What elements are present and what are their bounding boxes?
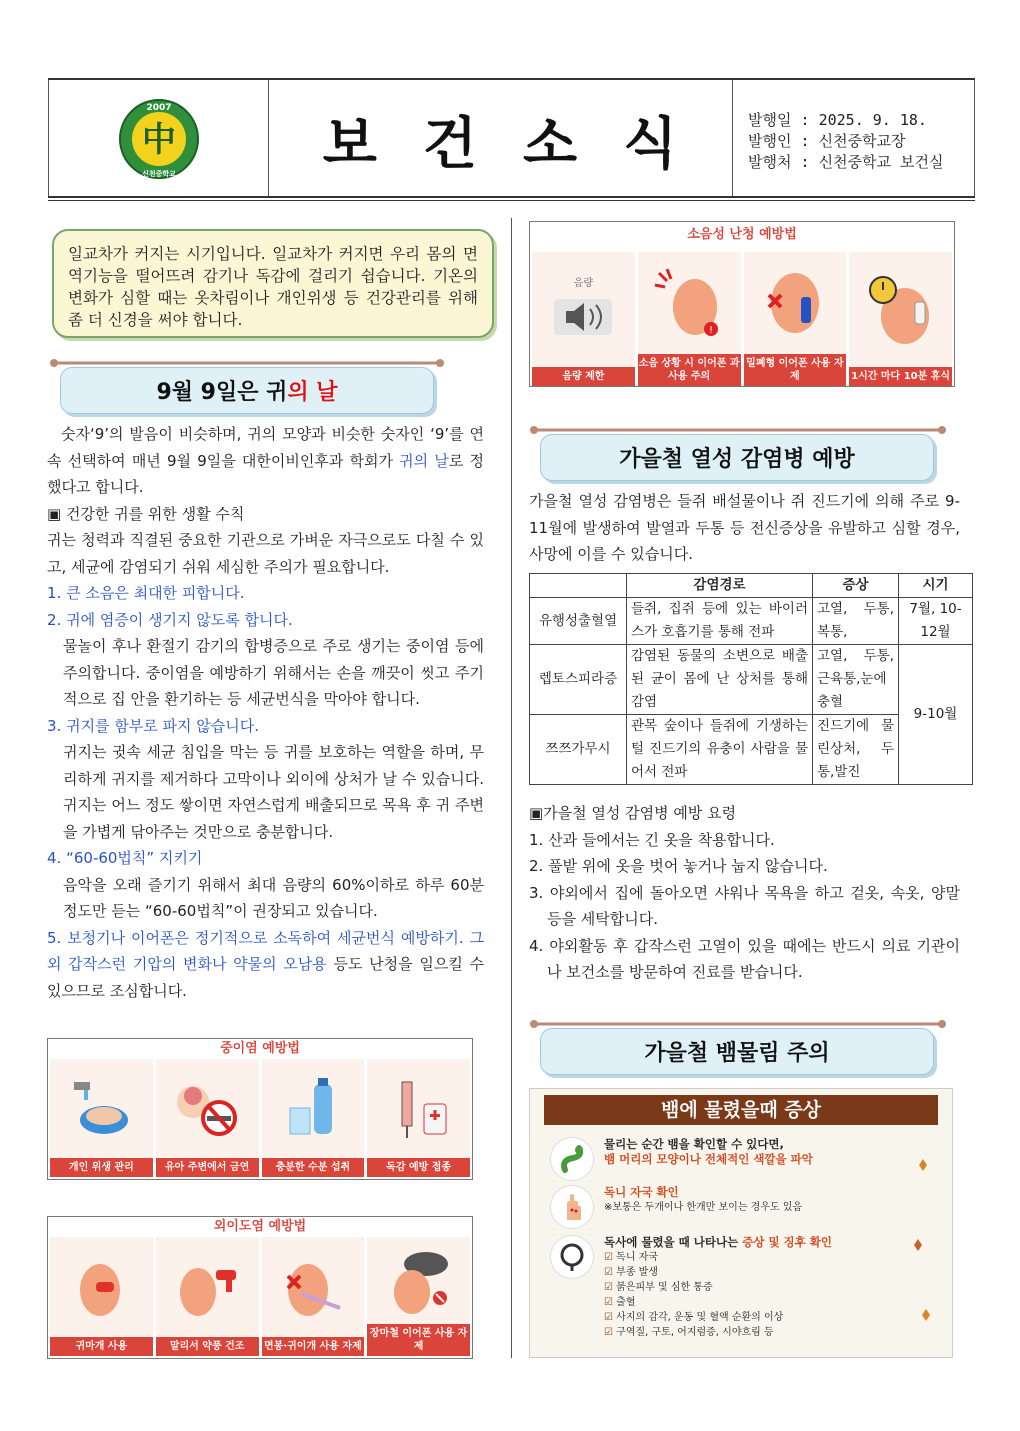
noise-title: 소음성 난청 예방법 — [687, 227, 797, 242]
disease-symptom: 고열, 두통, 근육통,눈에 충혈 — [813, 645, 899, 715]
caption: 개인 위생 관리 — [50, 1158, 153, 1177]
header-divider — [48, 80, 49, 196]
snake-row-3 — [550, 1235, 942, 1340]
panel-rest — [849, 252, 952, 386]
snake-row-1 — [550, 1137, 942, 1181]
infection-table — [529, 573, 973, 785]
ear-day-p1: 숫자‘9’의 발음이 비슷하며, 귀의 모양과 비슷한 숫자인 ‘9’를 연속 선택하여 매년 9월 9일을 대한이비인후과 학회가 — [47, 425, 484, 470]
ear-rule-5: 5. 보청기나 이어폰은 정기적으로 소독하여 세균번식 예방하기. — [47, 928, 464, 947]
caption: 귀마개 사용 — [50, 1337, 153, 1356]
tips-title: ▣가을철 열성 감염병 예방 요령 — [529, 804, 737, 822]
header-top-rule — [48, 78, 975, 80]
tip-item: 1. 산과 들에서는 긴 옷을 착용합니다. — [529, 830, 775, 849]
disease-symptom: 진드기에 물린상처, 두통,발진 — [813, 715, 899, 785]
header-bottom-rule — [48, 200, 975, 201]
earphone-icon — [755, 263, 835, 343]
checklist-item: ☑ 독니 자국 — [604, 1250, 832, 1265]
disease-name: 렙토스피라증 — [530, 645, 627, 715]
caption: 말리서 약풍 건조 — [156, 1337, 259, 1356]
hairdryer-icon — [172, 1252, 242, 1322]
ear-rules-subheading: ▣ 건강한 귀를 위한 생활 수칙 — [47, 504, 245, 523]
disease-route: 감염된 동물의 소변으로 배출된 균이 몸에 난 상처를 통해 감염 — [627, 645, 813, 715]
symptom-checklist — [604, 1250, 832, 1340]
checklist-item: ☑ 사지의 감각, 운동 및 혈액 순환의 이상 — [604, 1310, 832, 1325]
table-header: 증상 — [813, 574, 899, 598]
caption: 장마철 이어폰 사용 자제 — [367, 1324, 470, 1356]
snake-row-1-accent: 뱀 머리의 모양이나 전체적인 색깔을 파악 — [604, 1152, 813, 1166]
snake-row-2-accent: 독니 자국 확인 — [604, 1185, 679, 1199]
header-divider — [268, 80, 269, 196]
logo-char: 中 — [142, 120, 176, 160]
cotton-swab-icon — [278, 1252, 348, 1322]
table-header: 시기 — [899, 574, 973, 598]
pub-date-label: 발행일 — [748, 111, 792, 129]
logo-year: 2007 — [146, 103, 172, 113]
intro-notice: 일교차가 커지는 시기입니다. 일교차가 커지면 우리 몸의 면역기능을 떨어뜨려 감기나 독감에 걸리기 쉽습니다. 기온의 변화가 심할 때는 옷차림이나 개인위생 등 건강관리를 위해 좀 더 신경을 써야 합니다. — [52, 229, 494, 338]
rain-cloud-icon — [384, 1246, 454, 1316]
fever-prevention-tips — [529, 800, 960, 986]
snake-bite-infographic — [529, 1088, 953, 1358]
caption: 1시간 마다 10분 휴식 — [849, 367, 952, 386]
panel-rainy-earphone — [367, 1237, 470, 1356]
page-title: 보건소식 — [322, 112, 724, 177]
timer-icon — [861, 270, 941, 350]
table-header: 감염경로 — [627, 574, 813, 598]
table-header-row — [530, 574, 973, 598]
ear-day-title: 9월 9일은 귀 — [156, 380, 288, 405]
handwash-icon — [66, 1074, 136, 1144]
disease-period: 7월, 10-12월 — [899, 598, 973, 645]
ear-rule-3: 3. 귀지를 함부로 파지 않습니다. — [47, 716, 260, 735]
ear-rule-3-body: 귀지는 귓속 세균 침입을 막는 등 귀를 보호하는 역할을 하며, 무리하게 귀지를 제거하다 고막이나 외이에 상처가 날 수 있습니다. 귀지는 어느 정도 쌓이면 자연스럽게 배출되므로 목욕 후 귀 주변을 가볍게 닦아주는 것만으로 충분합니다. — [63, 743, 484, 841]
caption: 독감 예방 접종 — [367, 1158, 470, 1177]
logo-school: 신천중학교 — [142, 170, 176, 178]
panel-sealed-earphone — [744, 252, 847, 386]
ear-rule-5-end: 등도 난청을 일으킬 수 있으므로 조심합니다. — [47, 955, 484, 1000]
water-bottle-icon — [278, 1074, 348, 1144]
checklist-item: ☑ 부종 발생 — [604, 1265, 832, 1280]
header-bottom-rule — [48, 196, 975, 198]
snake-banner — [528, 1019, 948, 1075]
panel-vaccine — [367, 1059, 470, 1177]
volume-label: 음량 — [573, 278, 594, 289]
disease-period: 9-10월 — [899, 645, 973, 785]
table-header — [530, 574, 627, 598]
ear-rule-2-body: 물놀이 후나 환절기 감기의 합병증으로 주로 생기는 중이염 등에 주의합니다. 중이염을 예방하기 위해서는 손을 깨끗이 씻고 주기적으로 집 안을 환기하는 등 세균번식을 막아야 합니다. — [63, 637, 484, 708]
no-smoking-icon — [167, 1074, 247, 1144]
snake-row-2-note: ※보통은 두개이나 한개만 보이는 경우도 있음 — [604, 1202, 803, 1213]
panel-dry — [156, 1237, 259, 1356]
caption: 유아 주변에서 금연 — [156, 1158, 259, 1177]
otitis-media-infographic — [47, 1038, 473, 1180]
panel-noisy — [638, 252, 741, 386]
ear-rules-intro: 귀는 청력과 직결된 중요한 기관으로 가벼운 자극으로도 다칠 수 있고, 세균에 감염되기 쉬워 세심한 주의가 필요합니다. — [47, 531, 484, 576]
disease-name: 쯔쯔가무시 — [530, 715, 627, 785]
checklist-item: ☑ 구역질, 구토, 어지럼증, 시야흐림 등 — [604, 1325, 832, 1340]
office-label: 발행처 — [748, 153, 792, 171]
otitis-media-title: 중이염 예방법 — [220, 1041, 300, 1056]
publication-info: 발행일 : 2025. 9. 18. 발행인 : 신천중학교장 발행처 : 신천중학교 보건실 — [748, 111, 944, 171]
ear-rule-4: 4. “60-60법칙” 지키기 — [47, 849, 203, 867]
header-divider — [732, 80, 733, 196]
snake-row-1-text: 물리는 순간 뱀을 확인할 수 있다면, — [604, 1137, 784, 1151]
caption: 소음 상황 시 이어폰 과사용 주의 — [638, 354, 741, 386]
snake-row-2 — [550, 1185, 942, 1229]
panel-water — [262, 1059, 365, 1177]
ear-earplug-icon — [66, 1252, 136, 1322]
disease-symptom: 고열, 두통, 복통, — [813, 598, 899, 645]
snake-row-3-accent: 증상 및 징후 확인 — [742, 1235, 832, 1249]
ear-rule-4-body: 음악을 오래 즐기기 위해서 최대 음량의 60%이하로 하루 60분 정도만 듣는 “60-60법칙”이 권장되고 있습니다. — [63, 875, 484, 920]
syringe-icon — [384, 1074, 454, 1144]
checklist-item: ☑ 출혈 — [604, 1295, 832, 1310]
panel-no-smoking — [156, 1059, 259, 1177]
ear-noise-icon — [649, 263, 729, 343]
panel-earplug — [50, 1237, 153, 1356]
checklist-item: ☑ 붉은피부 및 심한 통증 — [604, 1280, 832, 1295]
table-row — [530, 645, 973, 715]
school-logo — [118, 98, 200, 180]
ear-rule-5-accent: 그 외 갑작스런 기압의 변화나 약물의 오남용 — [47, 928, 484, 973]
caption: 면봉·귀이개 사용 자제 — [262, 1337, 365, 1356]
table-row — [530, 598, 973, 645]
caption: 충분한 수분 섭취 — [262, 1158, 365, 1177]
ear-rule-1: 1. 큰 소음은 최대한 피합니다. — [47, 584, 245, 602]
fever-banner — [528, 425, 948, 481]
ear-rule-2: 2. 귀에 염증이 생기지 않도록 합니다. — [47, 610, 293, 629]
snake-row-3-text: 독사에 물렸을 때 나타나는 — [604, 1235, 743, 1249]
fever-intro: 가을철 열성 감염병은 들쥐 배설물이나 쥐 진드기에 의해 주로 9-11월에 발생하여 발열과 두통 등 전신증상을 유발하고 심할 경우, 사망에 이를 수 있습니다. — [529, 492, 960, 563]
disease-name: 유행성출혈열 — [530, 598, 627, 645]
column-divider — [511, 218, 512, 1358]
autumn-leaf-icon — [908, 1149, 938, 1349]
ear-day-body — [47, 421, 484, 1004]
panel-volume — [532, 252, 635, 386]
pub-date: 2025. 9. 18. — [818, 111, 927, 129]
publisher-label: 발행인 — [748, 132, 792, 150]
office: 신천중학교 보건실 — [818, 153, 944, 171]
tip-item: 4. 야외활동 후 갑작스런 고열이 있을 때에는 반드시 의료 기관이나 보건소를 방문하여 진료를 받습니다. — [529, 936, 960, 981]
speaker-icon — [548, 289, 618, 345]
tip-item: 2. 풀밭 위에 옷을 벗어 놓거나 눕지 않습니다. — [529, 857, 828, 875]
otitis-externa-infographic — [47, 1216, 473, 1359]
noise-hearing-loss-infographic — [529, 221, 955, 387]
snake-icon — [550, 1137, 594, 1181]
disease-route: 들쥐, 집쥐 등에 있는 바이러스가 호흡기를 통해 전파 — [627, 598, 813, 645]
disease-route: 관목 숲이나 들쥐에 기생하는 털 진드기의 유충이 사람을 물어서 전파 — [627, 715, 813, 785]
panel-cotton-swab — [262, 1237, 365, 1356]
hand-bite-icon — [550, 1185, 594, 1229]
ear-day-p1-end: 로 정했다고 합니다. — [47, 451, 484, 496]
snake-panel-title: 뱀에 물렸을때 증상 — [544, 1095, 938, 1125]
header-divider — [974, 80, 975, 196]
publisher: 신천중학교장 — [818, 132, 906, 150]
magnifier-icon — [550, 1235, 594, 1279]
ear-day-p1-accent: 귀의 날 — [399, 451, 449, 470]
tip-item: 3. 야외에서 집에 돌아오면 샤워나 목욕을 하고 겉옷, 속옷, 양말 등을 세탁합니다. — [529, 883, 960, 928]
snake-title: 가을철 뱀물림 주의 — [644, 1041, 830, 1066]
ear-day-banner — [48, 358, 446, 414]
fever-title: 가을철 열성 감염병 예방 — [619, 447, 855, 472]
otitis-externa-title: 외이도염 예방법 — [213, 1219, 307, 1234]
caption: 밀폐형 이어폰 사용 자제 — [744, 354, 847, 386]
ear-day-title-accent: 의 날 — [287, 380, 338, 405]
panel-hygiene — [50, 1059, 153, 1177]
caption: 음량 제한 — [532, 367, 635, 386]
svg-text:!: ! — [709, 325, 714, 336]
